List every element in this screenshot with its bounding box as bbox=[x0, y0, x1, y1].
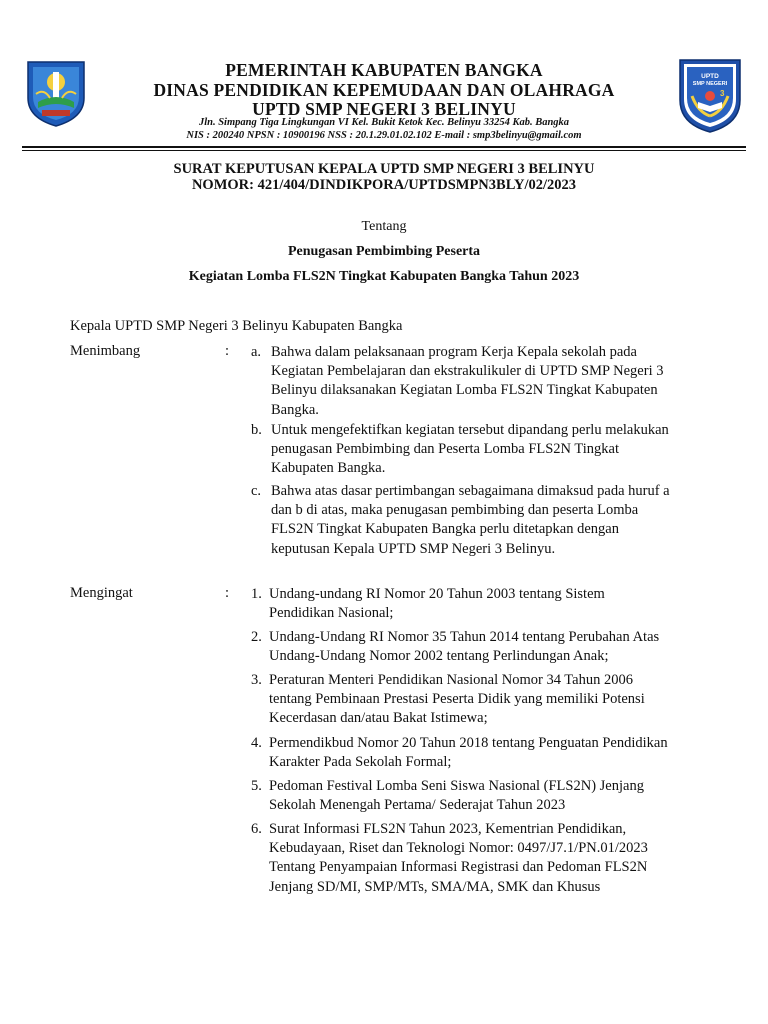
letterhead-school: UPTD SMP NEGERI 3 BELINYU bbox=[252, 99, 516, 119]
decree-subject-line1: Penugasan Pembimbing Peserta bbox=[287, 244, 481, 259]
mengingat-item-1 bbox=[251, 585, 721, 625]
decree-subject-line2: Kegiatan Lomba FLS2N Tingkat Kabupaten Bangka Tahun 2023 bbox=[188, 269, 580, 284]
item-marker: c. bbox=[251, 483, 262, 499]
letterhead-address: Jln. Simpang Tiga Lingkungan VI Kel. Bukit Ketok Kec. Belinyu 33254 Kab. Bangka bbox=[198, 117, 570, 128]
letterhead-government: PEMERINTAH KABUPATEN BANGKA bbox=[225, 60, 543, 80]
svg-text:3: 3 bbox=[720, 89, 725, 98]
item-text: Pedoman Festival Lomba Seni Siswa Nasional (FLS2N) Jenjang Sekolah Menengah Pertama/ Sederajat Tahun 2023 bbox=[269, 778, 644, 814]
item-text: Peraturan Menteri Pendidikan Nasional Nomor 34 Tahun 2006 tentang Pembinaan Prestasi Peserta Didik yang memiliki Potensi Kecerdasan dan/atau Bakat Istimewa; bbox=[269, 672, 645, 727]
letterhead-department: DINAS PENDIDIKAN KEPEMUDAAN DAN OLAHRAGA bbox=[153, 80, 615, 100]
item-marker: 4. bbox=[251, 735, 262, 751]
mengingat-item-5 bbox=[251, 777, 721, 817]
item-text: Untuk mengefektifkan kegiatan tersebut dipandang perlu melakukan penugasan Pembimbing dan Peserta Lomba FLS2N Tingkat Kabupaten Bangka. bbox=[271, 422, 669, 477]
mengingat-label: Mengingat bbox=[70, 585, 133, 601]
menimbang-item-a bbox=[251, 343, 721, 423]
letterhead-rule-thin bbox=[22, 150, 746, 151]
menimbang-item-b bbox=[251, 421, 721, 481]
menimbang-item-c bbox=[251, 482, 721, 562]
kabupaten-bangka-crest-icon bbox=[24, 58, 88, 128]
item-text: Undang-undang RI Nomor 20 Tahun 2003 tentang Sistem Pendidikan Nasional; bbox=[269, 586, 605, 622]
decree-title: SURAT KEPUTUSAN KEPALA UPTD SMP NEGERI 3 BELINYU bbox=[173, 161, 595, 177]
svg-text:SMP NEGERI: SMP NEGERI bbox=[692, 81, 728, 87]
menimbang-label: Menimbang bbox=[70, 343, 141, 359]
svg-text:UPTD: UPTD bbox=[701, 73, 719, 80]
item-text: Surat Informasi FLS2N Tahun 2023, Kementrian Pendidikan, Kebudayaan, Riset dan Teknologi Nomor: 0497/J7.1/PN.01/2023 Tentang Penyampaian Informasi Registrasi dan Pedoman FLS2N Jenjang SD/MI, SMP/MTs, SMA/MA, SMK dan Khusus bbox=[269, 821, 648, 895]
item-marker: b. bbox=[251, 422, 262, 438]
item-marker: 1. bbox=[251, 586, 262, 602]
issuer-line: Kepala UPTD SMP Negeri 3 Belinyu Kabupaten Bangka bbox=[70, 318, 403, 334]
school-emblem-icon bbox=[676, 56, 744, 134]
item-text: Bahwa dalam pelaksanaan program Kerja Kepala sekolah pada Kegiatan Pembelajaran dan ekstrakulikuler di UPTD SMP Negeri 3 Belinyu dilaksanakan Kegiatan Lomba FLS2N Tingkat Kabupaten Bangka. bbox=[271, 344, 664, 418]
item-marker: 6. bbox=[251, 821, 262, 837]
letterhead-contact: NIS : 200240 NPSN : 10900196 NSS : 20.1.29.01.02.102 E-mail : smp3belinyu@gmail.com bbox=[186, 130, 582, 141]
item-marker: 2. bbox=[251, 629, 262, 645]
letterhead-rule-thick bbox=[22, 146, 746, 148]
decree-number: NOMOR: 421/404/DINDIKPORA/UPTDSMPN3BLY/02/2023 bbox=[191, 177, 577, 193]
item-marker: 5. bbox=[251, 778, 262, 794]
tentang-label: Tentang bbox=[361, 219, 407, 234]
mengingat-item-2 bbox=[251, 628, 721, 668]
mengingat-item-6 bbox=[251, 820, 721, 900]
item-marker: a. bbox=[251, 344, 262, 360]
item-marker: 3. bbox=[251, 672, 262, 688]
mengingat-item-3 bbox=[251, 671, 721, 731]
item-text: Bahwa atas dasar pertimbangan sebagaimana dimaksud pada huruf a dan b di atas, maka penugasan pembimbing dan peserta Lomba FLS2N Tingkat Kabupaten Bangka perlu ditetapkan dengan keputusan Kepala UPTD SMP Negeri 3 Belinyu. bbox=[271, 483, 670, 557]
mengingat-colon: : bbox=[225, 585, 230, 601]
item-text: Permendikbud Nomor 20 Tahun 2018 tentang Penguatan Pendidikan Karakter Pada Sekolah Formal; bbox=[269, 735, 668, 771]
item-text: Undang-Undang RI Nomor 35 Tahun 2014 tentang Perubahan Atas Undang-Undang Nomor 2002 tentang Perlindungan Anak; bbox=[269, 629, 660, 665]
menimbang-colon: : bbox=[225, 343, 230, 359]
mengingat-item-4 bbox=[251, 734, 721, 774]
